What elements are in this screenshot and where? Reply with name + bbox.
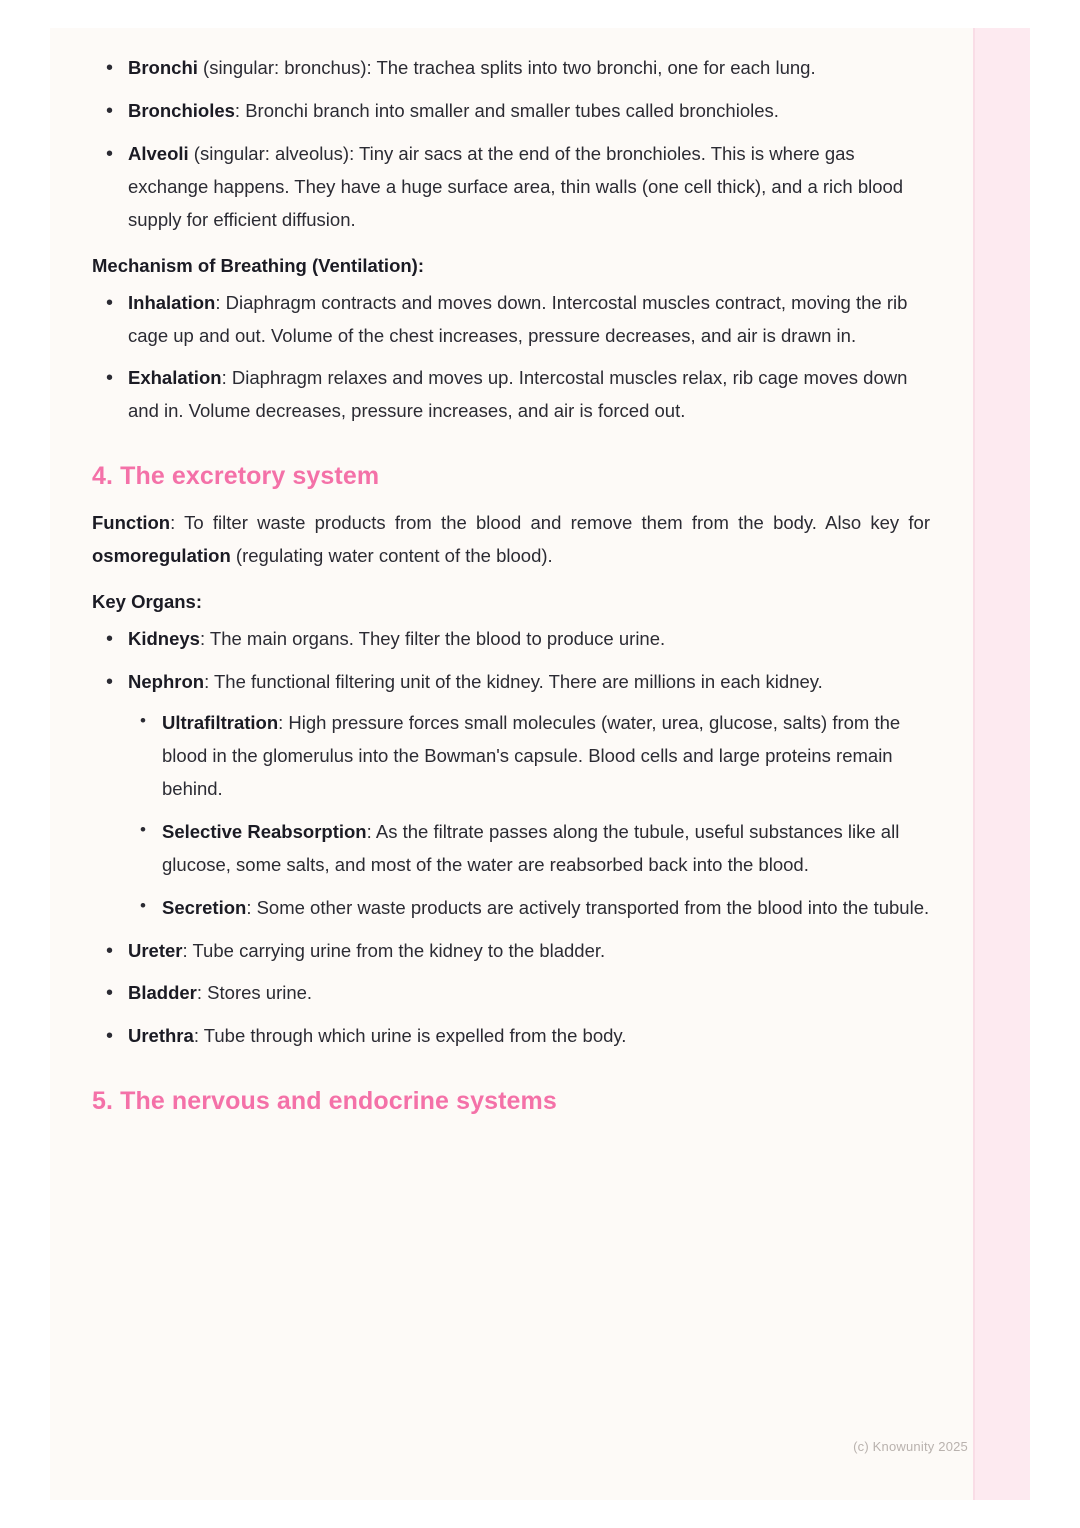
function-text-part2: (regulating water content of the blood). [230,545,553,567]
list-item [128,362,930,428]
term-description: (singular: alveolus): Tiny air sacs at the end of the bronchioles. This is where gas exchange happens. They have a huge surface area, thin walls (one cell thick), and a rich blood supply for efficient diffusion. [128,142,904,230]
breathing-mechanism-list [92,287,930,429]
list-item [162,816,930,882]
term-label: Urethra [128,1025,194,1047]
term-label: Bronchioles [128,99,235,121]
term-description: : Diaphragm contracts and moves down. Intercostal muscles contract, moving the rib cage up and out. Volume of the chest increases, pressure decreases, and air is drawn in. [128,291,908,346]
term-label: Selective Reabsorption [162,820,367,842]
key-organs-heading: Key Organs: [92,591,203,613]
term-label: Ultrafiltration [162,711,279,733]
term-label: Ureter [128,939,183,961]
term-description: : Diaphragm relaxes and moves up. Intercostal muscles relax, rib cage moves down and in. Volume decreases, pressure increases, and air is forced out. [128,367,908,422]
term-label: Nephron [128,671,205,693]
term-label: Secretion [162,896,247,918]
function-label: Function [92,512,171,534]
term-label: Inhalation [128,291,216,313]
list-item [128,138,930,237]
list-item [128,52,930,85]
nephron-processes-list [128,707,930,925]
section-heading-excretory: 4. The excretory system [92,462,380,491]
term-description: : As the filtrate passes along the tubule, useful substances like all glucose, some salts, and most of the water are reabsorbed back into the blood. [162,820,900,875]
term-label: Kidneys [128,628,200,650]
page-side-strip [975,28,1030,1500]
list-item [128,623,930,656]
term-description: : Tube carrying urine from the kidney to the bladder. [182,939,606,961]
function-text-part1: : To filter waste products from the blood and remove them from the body. Also key for [170,512,930,534]
list-item [128,1020,930,1053]
list-item [128,95,930,128]
section-heading-nervous-endocrine: 5. The nervous and endocrine systems [92,1087,557,1116]
term-description: : Tube through which urine is expelled from the body. [193,1025,627,1047]
document-page [50,28,1030,1500]
term-description: : High pressure forces small molecules (water, urea, glucose, salts) from the blood in the glomerulus into the Bowman's capsule. Blood cells and large proteins remain behind. [162,711,901,799]
osmoregulation-term: osmoregulation [92,545,231,567]
list-item [128,935,930,968]
list-item [128,666,930,924]
mechanism-of-breathing-heading: Mechanism of Breathing (Ventilation): [92,254,424,276]
term-description: : Bronchi branch into smaller and smaller tubes called bronchioles. [234,99,779,121]
term-label: Bronchi [128,57,198,78]
list-item [128,287,930,353]
copyright-credit: (c) Knowunity 2025 [853,1439,968,1454]
respiratory-structures-list [92,52,930,237]
term-description: : The main organs. They filter the blood to produce urine. [199,628,666,650]
list-item [162,892,930,925]
term-label: Alveoli [128,142,189,164]
term-label: Exhalation [128,367,222,389]
list-item [162,707,930,806]
excretory-organs-list [92,623,930,1053]
term-description: : Some other waste products are actively transported from the blood into the tubule. [246,896,930,918]
term-label: Bladder [128,982,197,1004]
term-description: : Stores urine. [196,982,313,1004]
list-item [128,977,930,1010]
term-description: : The functional filtering unit of the kidney. There are millions in each kidney. [204,671,823,693]
term-description: (singular: bronchus): The trachea splits into two bronchi, one for each lung. [197,57,816,78]
excretory-function-paragraph [92,507,930,573]
page-content [50,28,975,1500]
